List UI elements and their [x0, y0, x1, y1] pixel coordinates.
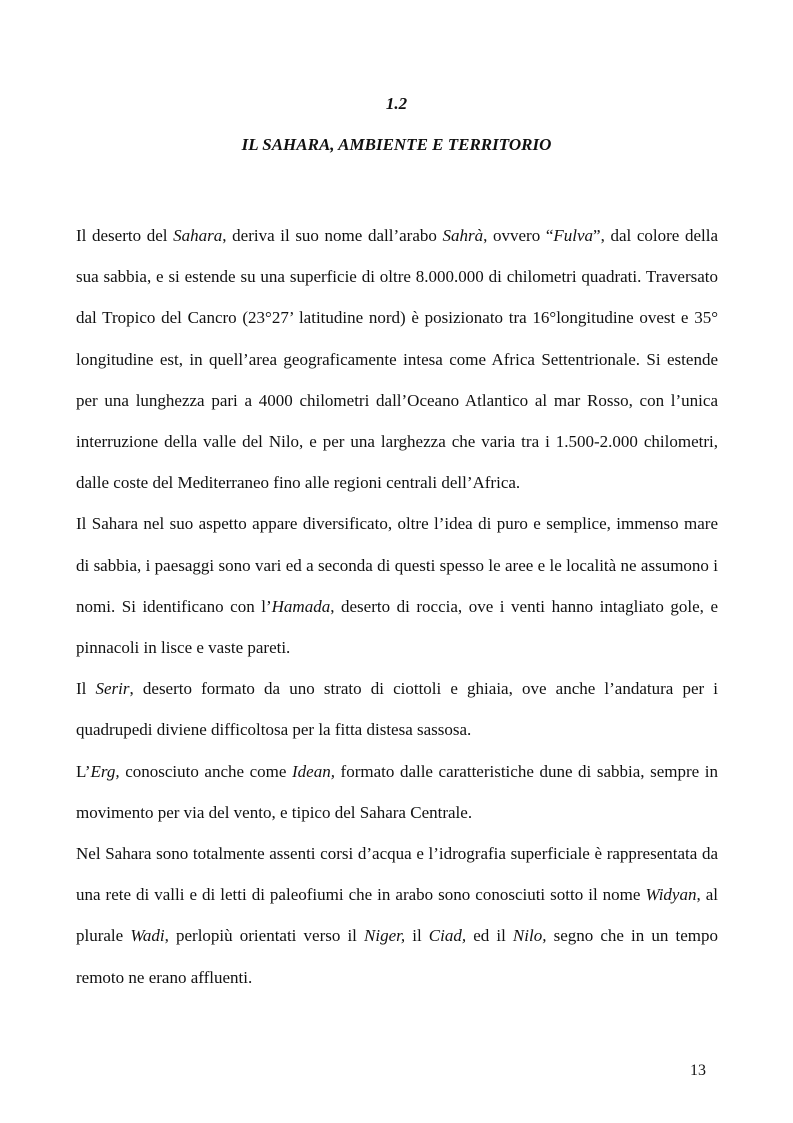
section-title: IL SAHARA, AMBIENTE E TERRITORIO — [241, 135, 552, 154]
italic-term: Sahrà — [442, 226, 484, 245]
section-number: 1.2 — [385, 94, 408, 113]
body-text — [76, 215, 718, 998]
text-run: conosciuto anche come — [119, 761, 293, 781]
paragraph — [76, 833, 718, 998]
italic-term: Idean, — [292, 761, 335, 781]
text-run: segno che in un tempo remoto ne erano affluenti. — [76, 926, 718, 987]
text-run: , deserto di roccia, ove i venti hanno intagliato gole, e pinnacoli in lisce e vaste pareti. — [76, 596, 718, 658]
text-run: formato dalle caratteristiche dune di sabbia, sempre in movimento per via del vento, e tipico del Sahara Centrale. — [76, 761, 718, 822]
italic-term: Serir — [95, 679, 130, 699]
italic-term: Widyan — [645, 885, 697, 905]
italic-term: Ciad, — [428, 926, 467, 946]
italic-term: Sahara — [173, 226, 223, 245]
text-run: ed il — [466, 926, 513, 946]
text-run: ”, dal colore della sua sabbia, e si estende su una superficie di oltre 8.000.000 di chilometri quadrati. Traversato dal Tropico del Cancro (23°27’ latitudine nord) è posizionato tra 16°longitudine ovest e 35° longitudine est, in quell’area geograficamente intesa come Africa Settentrionale. Si estende per una lunghezza pari a 4000 chilometri dall’Oceano Atlantico al mar Rosso, con l’unica interruzione della valle del Nilo, e per una larghezza che varia tra i 1.500-2.000 chilometri, dalle coste del Mediterraneo fino alle regioni centrali dell’Africa. — [76, 226, 719, 493]
text-run: il — [405, 926, 429, 946]
paragraph — [76, 215, 718, 503]
italic-term: Niger, — [364, 926, 406, 946]
text-run: , al plurale — [76, 885, 718, 946]
text-run: , deriva il suo nome dall’arabo — [222, 226, 443, 245]
text-run: Il deserto del — [76, 226, 174, 245]
text-run: Il Sahara nel suo aspetto appare diversificato, oltre l’idea di puro e semplice, immenso mare di sabbia, i paesaggi sono vari ed a seconda di questi spesso le aree e le località ne assumono i nomi. Si identificano con l’ — [76, 514, 718, 616]
text-run: , ovvero “ — [483, 226, 554, 245]
italic-term: Hamada — [271, 596, 331, 616]
italic-term: Wadi — [130, 926, 165, 946]
italic-term: Fulva — [553, 226, 594, 245]
text-run: Il — [76, 679, 96, 699]
text-run: L’ — [76, 761, 91, 781]
text-run: , deserto formato da uno strato di ciottoli e ghiaia, ove anche l’andatura per i quadrupedi diviene difficoltosa per la fitta distesa sassosa. — [76, 679, 718, 740]
text-run: Nel Sahara sono totalmente assenti corsi d’acqua e l’idrografia superficiale è rappresentata da una rete di valli e di letti di paleofiumi che in arabo sono conosciuti sotto il nome — [76, 844, 718, 905]
page-number: 13 — [690, 1062, 706, 1079]
paragraph — [76, 751, 718, 833]
paragraph — [76, 503, 718, 668]
italic-term: Erg, — [90, 761, 120, 781]
italic-term: Nilo, — [512, 926, 547, 946]
paragraph — [76, 668, 718, 750]
text-run: , perlopiù orientati verso il — [164, 926, 365, 946]
